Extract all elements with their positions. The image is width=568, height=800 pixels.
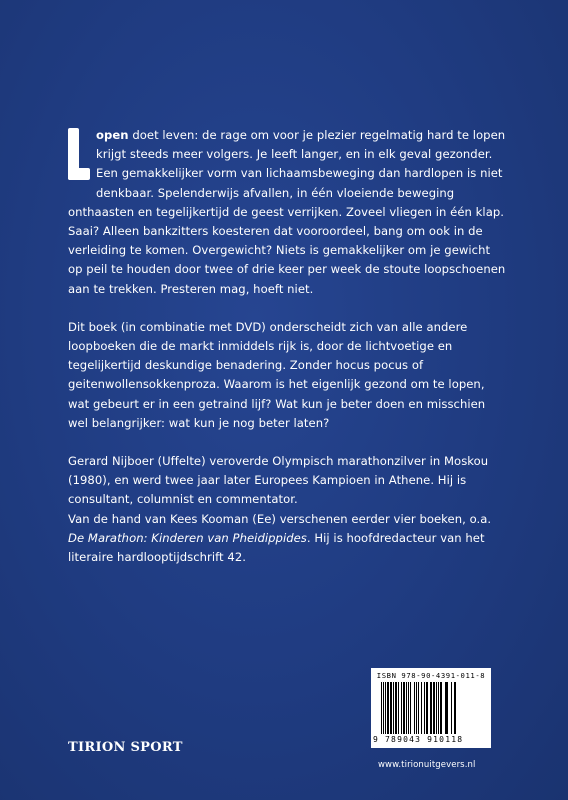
author-bio-kooman-end: . Hij is hoofdredacteur van het literaire hardlooptijdschrift 42. xyxy=(68,530,485,565)
author-bio-kooman: Van de hand van Kees Kooman (Ee) verschenen eerder vier boeken, o.a. xyxy=(68,511,492,526)
author-bio-paragraph xyxy=(68,452,508,567)
blurb-text xyxy=(68,126,508,586)
barcode-bars xyxy=(381,682,485,734)
barcode xyxy=(371,668,491,748)
ean-digits: 9 789043 910118 xyxy=(373,735,464,744)
book-title-reference: De Marathon: Kinderen van Pheidippides xyxy=(68,530,307,545)
intro-text: doet leven: de rage om voor je plezier regelmatig hard te lopen krijgt steeds meer volgers. Je leeft langer, en in elk geval gezonder. Een gemakkelijker vorm van lichaamsbeweging dan hardlopen is niet denkbaar. Spelenderwijs afvallen, in één vloeiende beweging onthaasten en tegelijkertijd de geest verrijken. Zoveel vliegen in één klap. Saai? Alleen bankzitters koesteren dat vooroordeel, bang om ook in de verleiding te komen. Overgewicht? Niets is gemakkelijker om je gewicht op peil te houden door twee of drie keer per week de stoute loopschoenen aan te trekken. Presteren mag, hoeft niet. xyxy=(68,128,506,296)
author-bio-nijboer: Gerard Nijboer (Uffelte) veroverde Olympisch marathonzilver in Moskou (1980), en werd twee jaar later Europees Kampioen in Athene. Hij is consultant, columnist en commentator. xyxy=(68,454,489,507)
publisher-logo: TIRION SPORT xyxy=(68,740,183,755)
dropcap-letter-l xyxy=(68,128,90,184)
description-paragraph: Dit boek (in combinatie met DVD) onderscheidt zich van alle andere loopboeken die de markt inmiddels rijk is, door de lichtvoetige en tegelijkertijd deskundige benadering. Zonder hocus pocus of geitenwollensokkenproza. Waarom is het eigenlijk gezond om te lopen, wat gebeurt er in een getraind lijf? Wat kun je beter doen en misschien wel belangrijker: wat kun je nog beter laten? xyxy=(68,319,486,430)
intro-paragraph xyxy=(68,126,508,299)
isbn-label: ISBN 978-90-4391-011-8 xyxy=(376,671,486,680)
lead-word: open xyxy=(96,128,129,142)
publisher-website[interactable]: www.tirionuitgevers.nl xyxy=(378,760,476,770)
